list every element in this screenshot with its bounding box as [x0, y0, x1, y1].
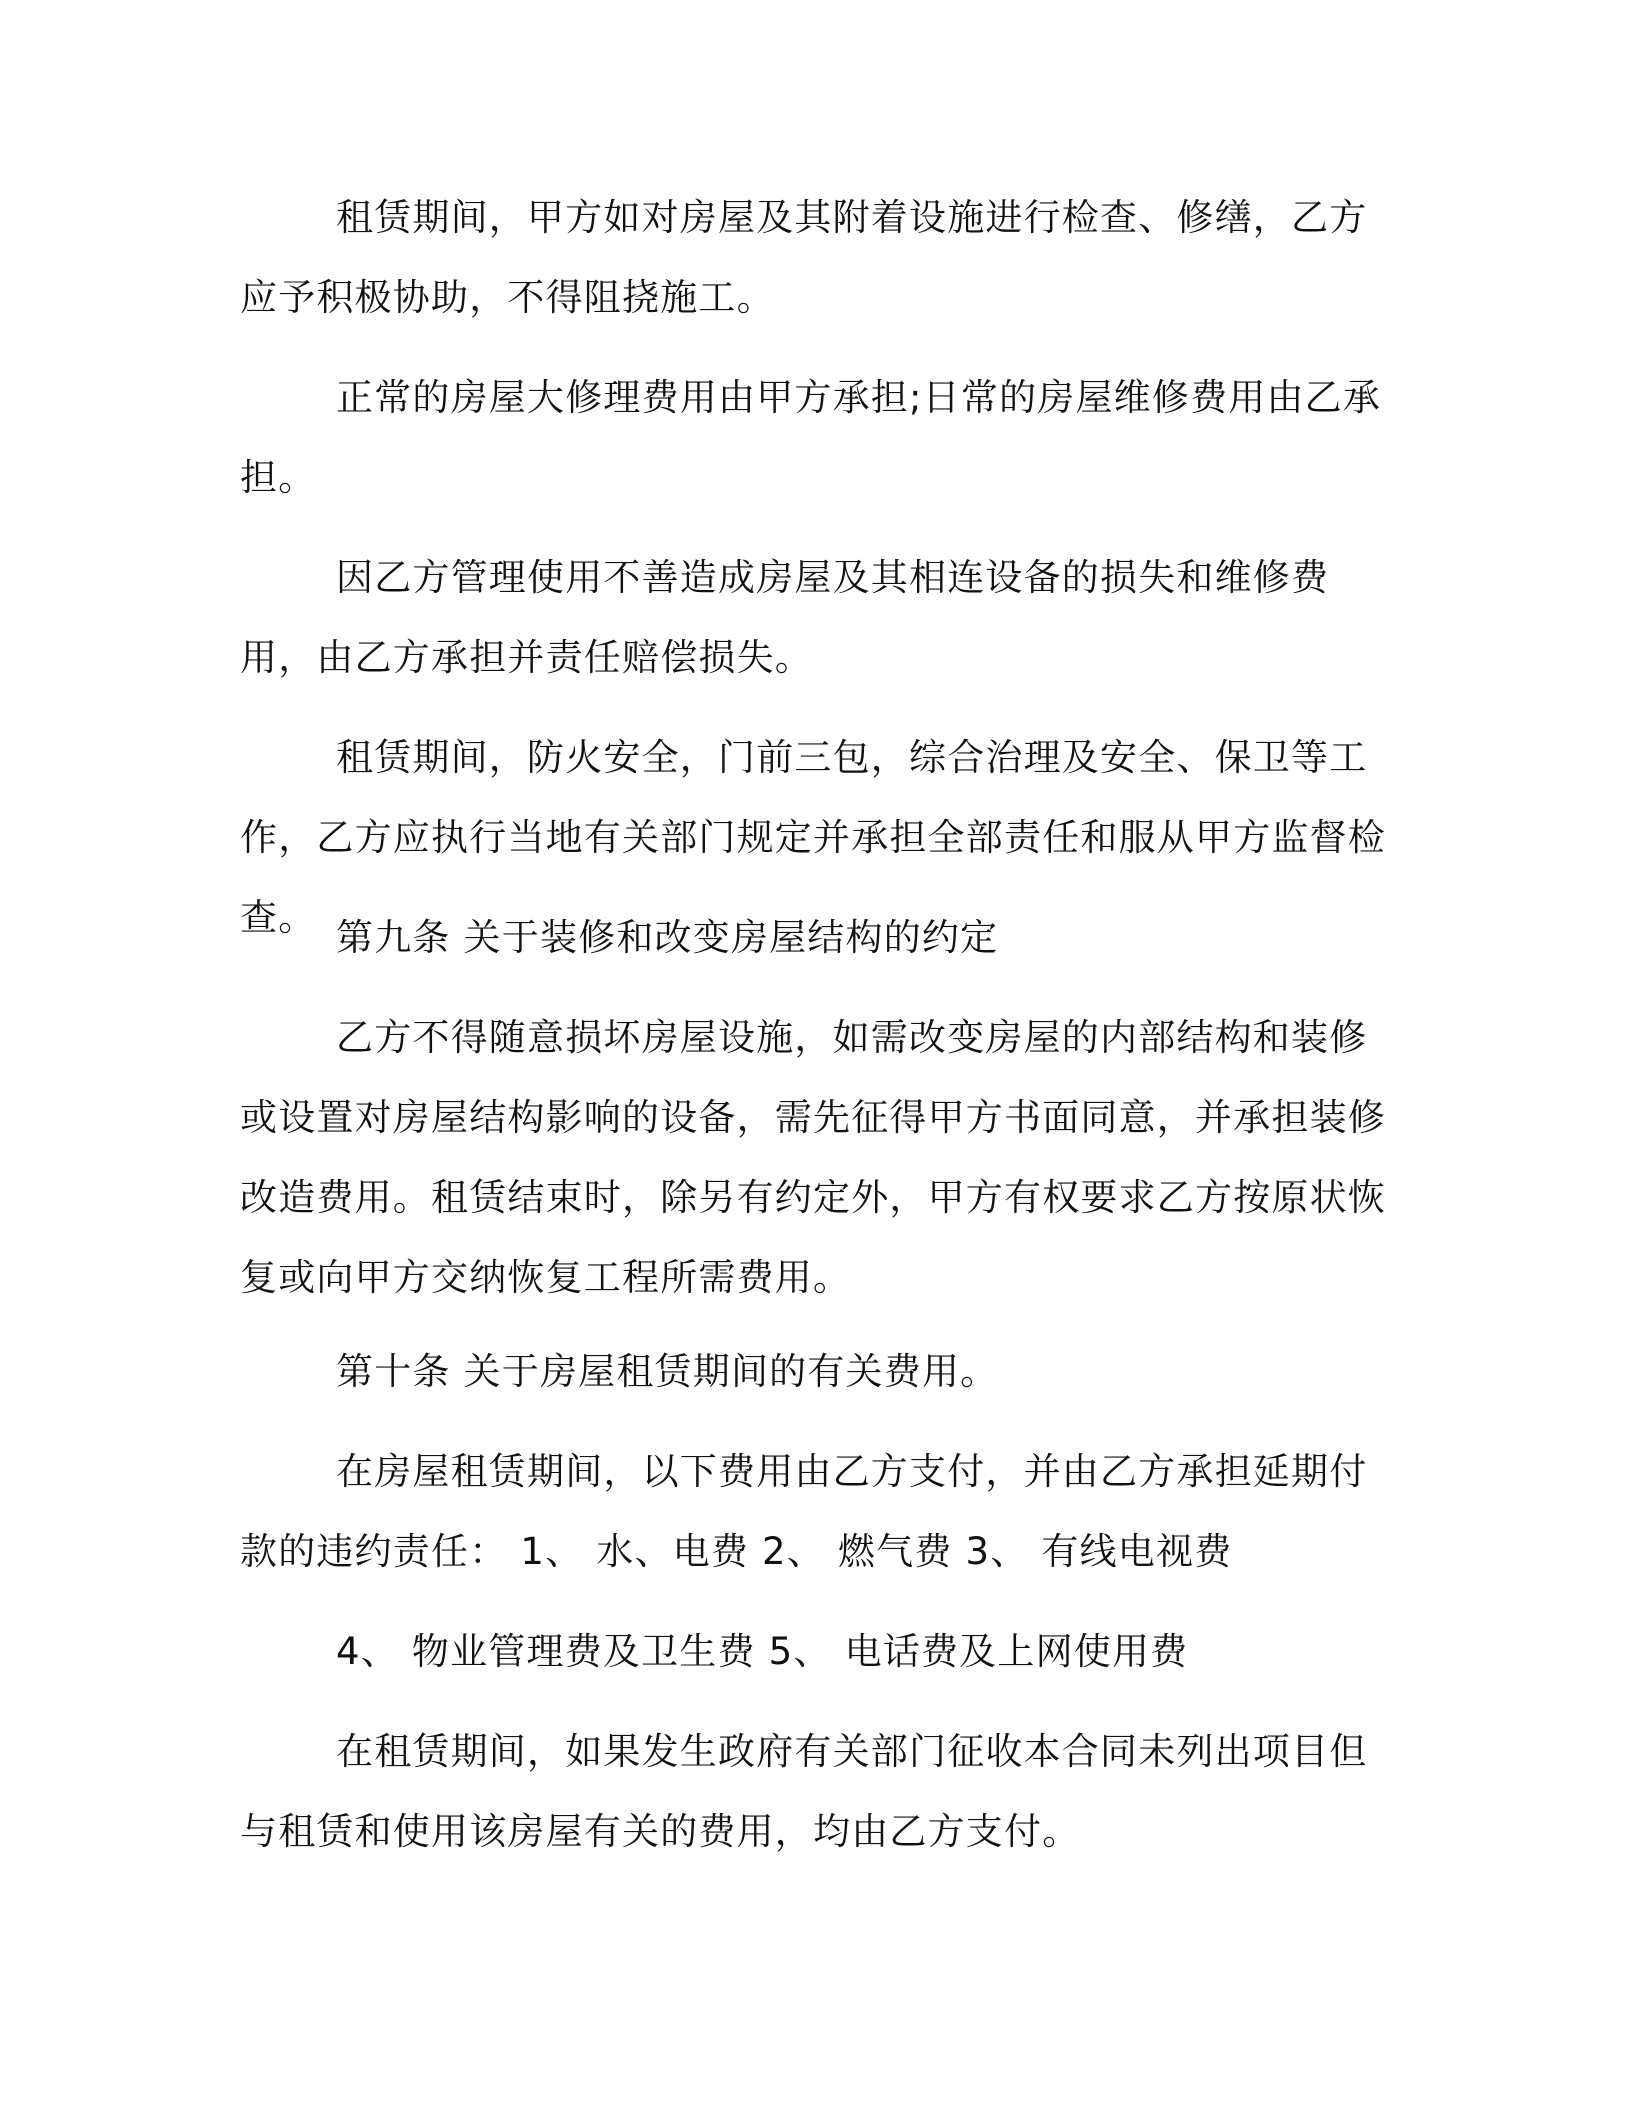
paragraph-repair-costs: 正常的房屋大修理费用由甲方承担;日常的房屋维修费用由乙承担。 [240, 376, 1382, 499]
paragraph-safety-duties: 租赁期间，防火安全，门前三包，综合治理及安全、保卫等工作，乙方应执行当地有关部门规定并承担全部责任和服从甲方监督检查。 [240, 736, 1386, 939]
paragraph-government-fees: 在租赁期间，如果发生政府有关部门征收本合同未列出项目但与租赁和使用该房屋有关的费用，均由乙方支付。 [240, 1730, 1368, 1853]
paragraph-fees-list-continued: 4、 物业管理费及卫生费 5、 电话费及上网使用费 [336, 1630, 1189, 1673]
article-9-heading: 第九条 关于装修和改变房屋结构的约定 [336, 916, 999, 959]
paragraph-inspection-repair: 租赁期间，甲方如对房屋及其附着设施进行检查、修缮，乙方应予积极协助，不得阻挠施工。 [240, 196, 1368, 319]
article-10-heading: 第十条 关于房屋租赁期间的有关费用。 [336, 1350, 999, 1393]
paragraph-damage-liability: 因乙方管理使用不善造成房屋及其相连设备的损失和维修费用，由乙方承担并责任赔偿损失。 [240, 556, 1330, 679]
paragraph-fees-list: 在房屋租赁期间，以下费用由乙方支付，并由乙方承担延期付款的违约责任： 1、 水、电费 2、 燃气费 3、 有线电视费 [240, 1450, 1368, 1573]
paragraph-renovation-terms: 乙方不得随意损坏房屋设施，如需改变房屋的内部结构和装修或设置对房屋结构影响的设备，需先征得甲方书面同意，并承担装修改造费用。租赁结束时，除另有约定外，甲方有权要求乙方按原状恢复或向甲方交纳恢复工程所需费用。 [240, 1016, 1386, 1299]
